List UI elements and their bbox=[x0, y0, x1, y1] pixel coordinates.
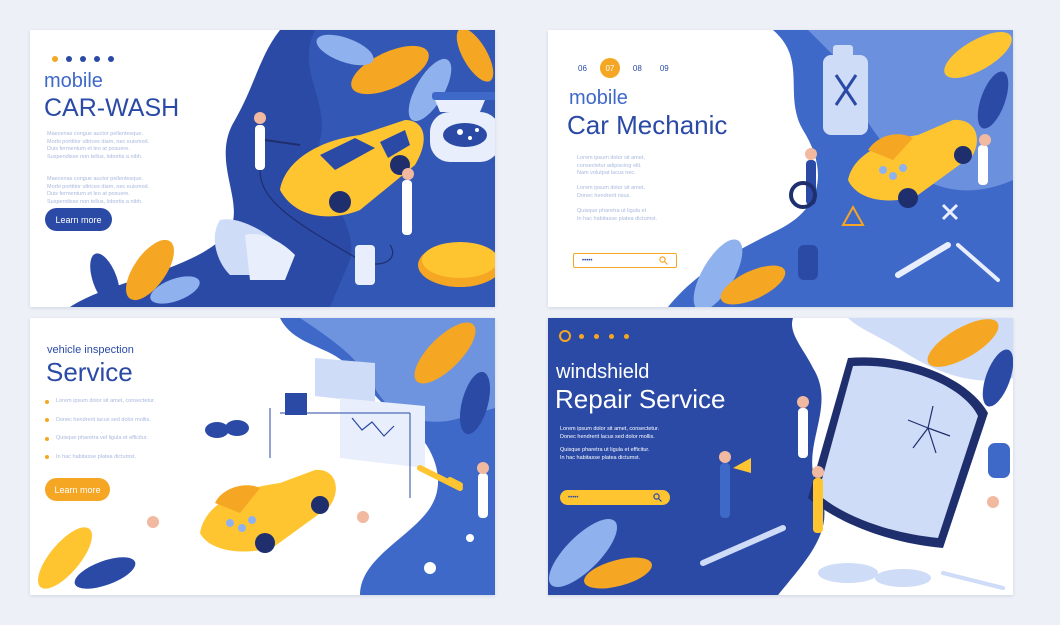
windshield-paragraph-1 bbox=[560, 426, 659, 441]
pager-item[interactable]: 08 bbox=[632, 63, 642, 73]
bullet-dot bbox=[45, 455, 49, 459]
pager bbox=[578, 58, 669, 78]
windshield-subtitle: windshield bbox=[556, 361, 650, 383]
slide-dot[interactable] bbox=[52, 56, 58, 62]
card-vehicle-inspection bbox=[30, 318, 495, 595]
inspection-subtitle: vehicle inspection bbox=[47, 344, 134, 356]
slide-dot-active[interactable] bbox=[559, 330, 571, 342]
slide-dot[interactable] bbox=[579, 334, 584, 339]
search-input[interactable] bbox=[573, 253, 677, 268]
bullet-dot bbox=[45, 437, 49, 441]
car-wash-paragraph-1 bbox=[47, 131, 217, 161]
text-line: Duis fermentum et leo at posuere. bbox=[47, 191, 130, 197]
card-windshield-repair bbox=[548, 318, 1013, 595]
text-line: In hac habitasse platea dictumst. bbox=[560, 454, 641, 461]
text-line: Duis fermentum et leo at posuere. bbox=[47, 146, 130, 152]
card-car-wash bbox=[30, 30, 495, 307]
slide-dot[interactable] bbox=[108, 56, 114, 62]
bullet-text: Donec hendrerit lacus sed dolor mollis. bbox=[56, 416, 151, 423]
slide-indicator[interactable] bbox=[52, 49, 122, 67]
text-line: Lorem ipsum dolor sit amet, bbox=[577, 185, 645, 191]
text-line: consectetur adipiscing elit. bbox=[577, 162, 642, 169]
text-line: Morbi porttitor ultrices diam, nec euismod. bbox=[47, 138, 150, 145]
bullet-dot bbox=[45, 400, 49, 404]
slide-dot[interactable] bbox=[80, 56, 86, 62]
car-wash-subtitle: mobile bbox=[44, 70, 103, 92]
car-mechanic-title: Car Mechanic bbox=[567, 110, 728, 140]
inspection-bullets bbox=[45, 398, 155, 472]
text-line: Donec hendrerit risus. bbox=[577, 192, 631, 199]
bullet-item bbox=[45, 435, 155, 443]
pager-item[interactable]: 09 bbox=[659, 63, 669, 73]
text-line: Nam volutpat lacus nec. bbox=[577, 170, 636, 176]
search-placeholder: ••••• bbox=[568, 494, 579, 501]
text-line: Morbi porttitor ultrices diam, nec euismod. bbox=[47, 183, 150, 190]
bullet-text: Lorem ipsum dolor sit amet, consectetur. bbox=[56, 398, 156, 404]
text-line: Lorem ipsum dolor sit amet, consectetur. bbox=[560, 426, 660, 432]
learn-more-button[interactable]: Learn more bbox=[45, 478, 110, 501]
text-line: In hac habitasse platea dictumst. bbox=[577, 215, 658, 222]
pager-item[interactable]: 06 bbox=[578, 63, 587, 73]
bullet-item bbox=[45, 417, 155, 425]
car-mechanic-subtitle: mobile bbox=[569, 87, 628, 109]
slide-indicator bbox=[559, 330, 629, 342]
bullet-text: In hac habitasse platea dictumst. bbox=[56, 453, 137, 460]
windshield-paragraph-2 bbox=[560, 447, 649, 462]
search-input[interactable] bbox=[560, 490, 670, 505]
bullet-item bbox=[45, 454, 155, 462]
car-mechanic-paragraph-2 bbox=[577, 185, 645, 200]
text-line: Suspendisse non tellus, lobortis a nibh. bbox=[47, 198, 143, 205]
text-line: Quisque pharetra ut ligula et efficitur. bbox=[560, 447, 650, 453]
text-line: Maecenas congue auctor pellentesque. bbox=[47, 176, 144, 182]
slide-dot[interactable] bbox=[594, 334, 599, 339]
text-line: Donec hendrerit lacus sed dolor mollis. bbox=[560, 433, 655, 440]
search-placeholder: ••••• bbox=[582, 257, 593, 264]
slide-dot[interactable] bbox=[609, 334, 614, 339]
pager-item-active[interactable]: 07 bbox=[600, 58, 620, 78]
bullet-item bbox=[45, 398, 155, 406]
text-line: Maecenas congue auctor pellentesque. bbox=[47, 131, 144, 137]
slide-dot[interactable] bbox=[624, 334, 629, 339]
learn-more-button[interactable]: Learn more bbox=[45, 208, 112, 231]
slide-dot[interactable] bbox=[66, 56, 72, 62]
search-icon[interactable] bbox=[659, 256, 668, 265]
bullet-dot bbox=[45, 418, 49, 422]
car-mechanic-paragraph-1 bbox=[577, 155, 645, 178]
text-line: Lorem ipsum dolor sit amet, bbox=[577, 155, 645, 161]
card-car-mechanic bbox=[548, 30, 1013, 307]
car-wash-paragraph-2 bbox=[47, 176, 217, 206]
car-wash-title: CAR-WASH bbox=[44, 94, 180, 122]
inspection-title: Service bbox=[46, 357, 133, 387]
search-icon[interactable] bbox=[653, 493, 662, 502]
slide-dot[interactable] bbox=[94, 56, 100, 62]
text-line: Quisque pharetra ut ligula et bbox=[577, 208, 647, 214]
text-line: Suspendisse non tellus, lobortis a nibh. bbox=[47, 153, 143, 160]
bullet-text: Quisque pharetra vel ligula et efficitur. bbox=[56, 435, 148, 441]
car-mechanic-paragraph-3 bbox=[577, 208, 657, 223]
windshield-title: Repair Service bbox=[555, 384, 726, 414]
